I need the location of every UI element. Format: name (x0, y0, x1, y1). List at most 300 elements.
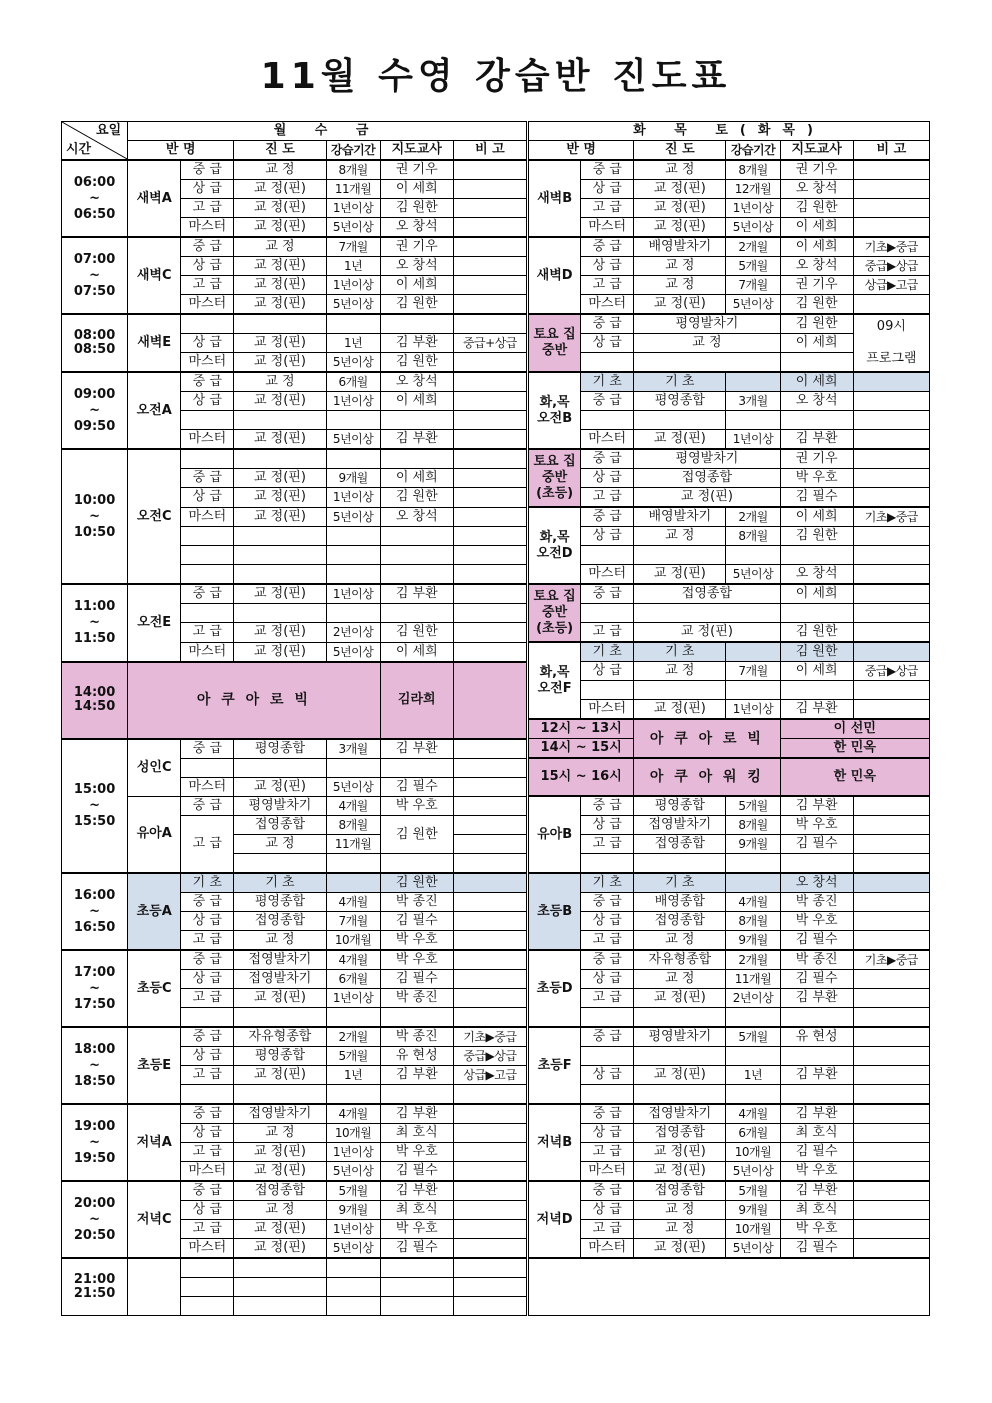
saturday-intensive-kids (528, 584, 581, 642)
class-name-days: 화,목 (539, 529, 570, 545)
slot-start: 07:00 (73, 251, 116, 267)
col-period-header: 강습기간 (726, 141, 780, 161)
progress-cell: 접영종합 (634, 835, 726, 854)
level-cell (181, 1008, 234, 1028)
teacher-cell: 김 부환 (780, 1066, 853, 1085)
teacher-cell: 김 필수 (780, 1239, 853, 1259)
slot-end: 20:50 (73, 1227, 116, 1243)
teacher-cell: 김 부환 (780, 796, 853, 816)
level-cell: 마스터 (181, 777, 234, 796)
level-cell: 중 급 (581, 950, 634, 970)
teacher-cell: 김 부환 (780, 700, 853, 720)
slot-end: 06:50 (73, 206, 116, 222)
teacher-cell (380, 546, 453, 565)
level-cell: 상 급 (181, 257, 234, 276)
period-cell: 5년이상 (326, 1239, 380, 1259)
teacher-cell: 이 세희 (780, 662, 853, 681)
teacher-cell (380, 314, 453, 334)
saturday-intensive-kids (528, 449, 581, 507)
teacher-cell: 박 종진 (780, 950, 853, 970)
level-cell: 중 급 (181, 372, 234, 392)
slot-end: 15:50 (73, 813, 116, 829)
teacher-cell: 이 세희 (780, 507, 853, 527)
progress-cell: 교 정(핀) (234, 295, 326, 315)
progress-cell: 교 정 (234, 835, 326, 854)
progress-cell: 평영발차기 (634, 314, 780, 334)
teacher-cell: 김 필수 (380, 970, 453, 989)
teacher-cell: 오 창석 (380, 257, 453, 276)
period-cell: 5년이상 (326, 295, 380, 315)
progress-cell (234, 1278, 326, 1297)
progress-cell: 교 정 (634, 334, 780, 353)
note-cell (853, 835, 929, 854)
note-cell (853, 314, 929, 372)
level-cell: 마스터 (581, 218, 634, 238)
progress-cell (234, 411, 326, 430)
note-cell (453, 218, 527, 238)
class-name-days: 화,목 (539, 394, 570, 410)
progress-cell: 교 정(핀) (234, 584, 326, 604)
sigan-label: 시간 (66, 142, 92, 157)
teacher-cell: 오 창석 (780, 257, 853, 276)
class-name: 유아B (528, 796, 581, 873)
teacher-cell (780, 681, 853, 700)
level-cell: 기 초 (581, 873, 634, 893)
teacher-cell: 최 호식 (780, 1201, 853, 1220)
slot-sep: ~ (89, 797, 101, 813)
teacher-cell (780, 546, 853, 565)
aquarobic-teacher: 이 선민 (780, 719, 929, 739)
period-cell (326, 1085, 380, 1105)
level-cell: 고 급 (181, 1066, 234, 1085)
progress-cell: 교 정(핀) (234, 1066, 326, 1085)
progress-cell: 교 정 (634, 970, 726, 989)
teacher-cell: 김 필수 (380, 777, 453, 796)
slot-sep: ~ (89, 980, 101, 996)
period-cell (726, 681, 780, 700)
note-cell (453, 1162, 527, 1182)
note-cell (853, 681, 929, 700)
progress-cell: 평영종합 (634, 392, 726, 411)
period-cell: 5개월 (326, 1047, 380, 1066)
level-cell (581, 1047, 634, 1066)
progress-cell: 교 정(핀) (234, 276, 326, 295)
progress-cell (234, 1297, 326, 1316)
note-cell (453, 873, 527, 893)
progress-cell: 접영발차기 (634, 816, 726, 835)
note-cell (453, 1104, 527, 1124)
teacher-cell: 권 기우 (380, 160, 453, 180)
note-cell (453, 893, 527, 912)
group-right-header: 화 목 토(화목) (528, 122, 930, 141)
slot-start: 06:00 (73, 174, 116, 190)
note-cell (453, 642, 527, 662)
note-cell: 중급+상급 (453, 334, 527, 353)
note-cell (453, 1258, 527, 1278)
progress-cell: 교 정(핀) (634, 1143, 726, 1162)
slot-sep: ~ (89, 508, 101, 524)
slot-end: 10:50 (73, 524, 116, 540)
period-cell: 2년이상 (726, 989, 780, 1008)
teacher-cell: 이 세희 (780, 237, 853, 257)
period-cell: 1년 (726, 1066, 780, 1085)
class-name-days: 화,목 (539, 664, 570, 680)
note-cell (853, 816, 929, 835)
note-cell (453, 989, 527, 1008)
slot-start: 11:00 (73, 598, 116, 614)
period-cell (726, 642, 780, 662)
note-cell (853, 623, 929, 643)
level-cell: 고 급 (181, 276, 234, 295)
level-cell (181, 546, 234, 565)
level-cell: 고 급 (581, 931, 634, 951)
level-cell: 상 급 (181, 912, 234, 931)
teacher-cell: 이 세희 (780, 334, 853, 353)
note-cell: 중급▶상급 (853, 662, 929, 681)
note-cell (853, 180, 929, 199)
period-cell: 5개월 (726, 257, 780, 276)
teacher-cell: 권 기우 (780, 449, 853, 469)
period-cell: 11개월 (726, 970, 780, 989)
period-cell: 1년이상 (326, 1220, 380, 1239)
period-cell: 3개월 (726, 392, 780, 411)
progress-cell: 교 정(핀) (234, 777, 326, 796)
saturday-intensive: 토요 집중반 (528, 314, 581, 372)
period-cell: 5년이상 (726, 218, 780, 238)
level-cell: 중 급 (581, 449, 634, 469)
teacher-cell: 김 부환 (780, 1181, 853, 1201)
teacher-cell: 박 종진 (380, 989, 453, 1008)
level-cell: 중 급 (581, 1181, 634, 1201)
level-cell: 마스터 (181, 642, 234, 662)
progress-cell: 접영종합 (234, 912, 326, 931)
period-cell: 5년이상 (326, 1162, 380, 1182)
class-name (128, 1258, 181, 1316)
period-cell: 11개월 (326, 180, 380, 199)
note-cell (453, 372, 527, 392)
level-cell: 마스터 (581, 565, 634, 585)
progress-cell: 교 정(핀) (234, 353, 326, 373)
progress-cell (234, 565, 326, 585)
note-cell (453, 796, 527, 816)
slot-start: 20:00 (73, 1195, 116, 1211)
period-cell (326, 449, 380, 469)
class-name: 새벽B (528, 160, 581, 237)
class-name: 오전A (128, 372, 181, 449)
aquawalking-teacher: 한 민옥 (780, 758, 929, 796)
note-cell: 중급▶상급 (853, 257, 929, 276)
level-cell: 마스터 (581, 700, 634, 720)
note-cell (453, 160, 527, 180)
period-cell: 1년이상 (326, 1143, 380, 1162)
level-cell: 고 급 (181, 816, 234, 874)
slot-start: 16:00 (73, 887, 116, 903)
teacher-cell (780, 1047, 853, 1066)
teacher-cell: 박 종진 (780, 893, 853, 912)
slot-end: 07:50 (73, 283, 116, 299)
level-cell: 중 급 (581, 507, 634, 527)
class-name: 저녁B (528, 1104, 581, 1181)
period-cell: 5개월 (326, 1181, 380, 1201)
level-cell: 상 급 (181, 488, 234, 508)
period-cell: 1년이상 (326, 392, 380, 411)
teacher-cell (780, 604, 853, 623)
class-name: 저녁C (128, 1181, 181, 1258)
progress-cell: 기 초 (634, 372, 726, 392)
note-cell (853, 1239, 929, 1259)
period-cell: 5년이상 (726, 565, 780, 585)
teacher-cell: 김 부환 (780, 430, 853, 450)
period-cell: 5년이상 (726, 1162, 780, 1182)
note-cell (853, 989, 929, 1008)
progress-cell: 접영종합 (234, 816, 326, 835)
period-cell: 4개월 (726, 893, 780, 912)
time-slot (62, 950, 128, 1027)
note-cell (853, 218, 929, 238)
period-cell: 10개월 (726, 1143, 780, 1162)
period-cell (726, 1085, 780, 1105)
level-cell: 중 급 (581, 1027, 634, 1047)
level-cell: 마스터 (181, 218, 234, 238)
level-cell: 마스터 (181, 430, 234, 450)
class-name: 초등D (528, 950, 581, 1027)
progress-cell: 접영종합 (634, 584, 780, 604)
level-cell: 기 초 (581, 642, 634, 662)
level-cell (181, 449, 234, 469)
class-name: 초등F (528, 1027, 581, 1104)
progress-cell: 평영종합 (234, 1047, 326, 1066)
period-cell: 8개월 (726, 160, 780, 180)
progress-cell: 교 정 (634, 160, 726, 180)
time-slot (62, 584, 128, 662)
level-cell: 상 급 (581, 527, 634, 546)
note-cell (853, 873, 929, 893)
note-cell (853, 1143, 929, 1162)
note-cell (853, 488, 929, 508)
col-class-header: 반 명 (128, 141, 234, 161)
teacher-cell (380, 1085, 453, 1105)
col-progress-header: 진 도 (634, 141, 726, 161)
note-cell (453, 604, 527, 623)
level-cell: 상 급 (581, 1066, 634, 1085)
level-cell: 중 급 (181, 739, 234, 759)
note-cell: 기초▶중급 (453, 1027, 527, 1047)
class-name: 성인C (128, 739, 181, 797)
note-cell (453, 623, 527, 643)
period-cell: 2개월 (726, 237, 780, 257)
progress-cell: 교 정(핀) (634, 1239, 726, 1259)
slot-end: 18:50 (73, 1073, 116, 1089)
class-name (528, 642, 581, 719)
period-cell: 2개월 (726, 950, 780, 970)
level-cell (581, 353, 634, 373)
class-name: 저녁D (528, 1181, 581, 1258)
progress-cell (634, 1085, 726, 1105)
level-cell (581, 546, 634, 565)
progress-cell: 교 정 (234, 160, 326, 180)
sat-label: 토요 집중반 (533, 454, 576, 485)
note-cell (853, 1085, 929, 1105)
period-cell: 4개월 (326, 950, 380, 970)
note-cell (453, 469, 527, 488)
period-cell: 7개월 (726, 662, 780, 681)
progress-cell: 교 정(핀) (234, 1220, 326, 1239)
slot-sep: ~ (89, 402, 101, 418)
period-cell: 4개월 (326, 893, 380, 912)
teacher-cell (380, 411, 453, 430)
note-cell (453, 931, 527, 951)
progress-cell: 접영종합 (234, 1181, 326, 1201)
period-cell: 8개월 (726, 816, 780, 835)
progress-cell: 교 정 (634, 931, 726, 951)
level-cell: 중 급 (581, 237, 634, 257)
slot-end: 21:50 (73, 1286, 116, 1301)
period-cell (726, 873, 780, 893)
period-cell: 1년 (326, 334, 380, 353)
class-name: 초등C (128, 950, 181, 1027)
progress-cell: 자유형종합 (234, 1027, 326, 1047)
level-cell (181, 758, 234, 777)
teacher-cell: 오 창석 (380, 507, 453, 527)
class-name: 새벽C (128, 237, 181, 314)
level-cell (181, 604, 234, 623)
class-name (528, 372, 581, 449)
note-cell (853, 931, 929, 951)
period-cell: 4개월 (326, 796, 380, 816)
period-cell (326, 1008, 380, 1028)
time-slot (62, 314, 128, 372)
teacher-cell: 김 필수 (780, 835, 853, 854)
teacher-cell: 오 창석 (780, 180, 853, 199)
aquarobic-label: 아 쿠 아 로 빅 (128, 662, 381, 739)
progress-cell: 교 정(핀) (234, 1143, 326, 1162)
progress-cell: 접영발차기 (234, 1104, 326, 1124)
period-cell: 2년이상 (326, 623, 380, 643)
slot-start: 17:00 (73, 964, 116, 980)
note-cell (853, 1201, 929, 1220)
period-cell: 1년이상 (726, 430, 780, 450)
teacher-cell: 김 원한 (380, 488, 453, 508)
teacher-cell: 권 기우 (380, 237, 453, 257)
progress-cell (234, 314, 326, 334)
note-cell (453, 1220, 527, 1239)
note-cell (453, 835, 527, 854)
note-cell (453, 527, 527, 546)
period-cell: 8개월 (726, 912, 780, 931)
note-cell (453, 180, 527, 199)
note-cell (453, 1143, 527, 1162)
note-cell (453, 449, 527, 469)
level-cell: 중 급 (181, 950, 234, 970)
level-cell: 상 급 (181, 392, 234, 411)
level-cell (181, 527, 234, 546)
teacher-cell: 이 세희 (380, 642, 453, 662)
teacher-cell: 김 부환 (380, 1181, 453, 1201)
note-cell (453, 854, 527, 874)
class-name: 초등E (128, 1027, 181, 1104)
teacher-cell: 박 우호 (780, 469, 853, 488)
note-cell: 상급▶고급 (853, 276, 929, 295)
note-cell (853, 411, 929, 430)
teacher-cell: 김 필수 (780, 1143, 853, 1162)
progress-cell (634, 681, 726, 700)
progress-cell: 교 정(핀) (234, 199, 326, 218)
note-cell (853, 1162, 929, 1182)
note-cell (853, 912, 929, 931)
progress-cell: 배영발차기 (634, 507, 726, 527)
progress-cell: 교 정(핀) (234, 623, 326, 643)
progress-cell (234, 1085, 326, 1105)
time-slot (62, 739, 128, 874)
progress-cell: 교 정 (634, 1220, 726, 1239)
progress-cell (634, 546, 726, 565)
aquarobic-time: 14시 ~ 15시 (528, 739, 634, 759)
slot-start: 21:00 (73, 1272, 116, 1287)
slot-sep: ~ (89, 1211, 101, 1227)
progress-cell: 교 정(핀) (634, 1162, 726, 1182)
teacher-cell: 박 종진 (380, 893, 453, 912)
level-cell: 상 급 (181, 180, 234, 199)
level-cell: 고 급 (181, 199, 234, 218)
progress-cell: 교 정 (234, 372, 326, 392)
note-cell (453, 507, 527, 527)
note-cell (453, 353, 527, 373)
progress-cell: 교 정 (634, 527, 726, 546)
period-cell (326, 758, 380, 777)
teacher-cell: 박 우호 (380, 950, 453, 970)
aquawalking-time: 15시 ~ 16시 (528, 758, 634, 796)
level-cell: 마스터 (581, 430, 634, 450)
teacher-cell: 김 원한 (780, 314, 853, 334)
teacher-cell (380, 604, 453, 623)
progress-cell: 기 초 (634, 642, 726, 662)
teacher-cell (380, 565, 453, 585)
teacher-cell: 권 기우 (780, 276, 853, 295)
col-note-header: 비 고 (853, 141, 929, 161)
slot-sep: ~ (89, 190, 101, 206)
class-name: 초등B (528, 873, 581, 950)
teacher-cell (380, 1258, 453, 1278)
progress-cell (634, 1008, 726, 1028)
level-cell: 상 급 (181, 1201, 234, 1220)
progress-cell (234, 449, 326, 469)
period-cell: 2개월 (726, 507, 780, 527)
level-cell (181, 314, 234, 334)
level-cell: 상 급 (581, 257, 634, 276)
note-cell (453, 739, 527, 759)
note-cell (853, 1181, 929, 1201)
schedule-table (61, 121, 930, 1316)
slot-end: 19:50 (73, 1150, 116, 1166)
progress-cell: 교 정(핀) (234, 488, 326, 508)
note-cell (453, 314, 527, 334)
level-cell: 중 급 (581, 584, 634, 604)
period-cell: 6개월 (326, 372, 380, 392)
col-note-header: 비 고 (453, 141, 527, 161)
teacher-cell (380, 758, 453, 777)
level-cell: 고 급 (581, 835, 634, 854)
note-cell: 기초▶중급 (853, 507, 929, 527)
col-teacher-header: 지도교사 (380, 141, 453, 161)
time-slot (62, 1181, 128, 1258)
period-cell (726, 1008, 780, 1028)
day-time-corner (62, 122, 128, 161)
teacher-cell: 이 세희 (780, 218, 853, 238)
class-name: 새벽E (128, 314, 181, 372)
progress-cell (634, 353, 780, 373)
note-cell (853, 546, 929, 565)
level-cell: 고 급 (581, 623, 634, 643)
